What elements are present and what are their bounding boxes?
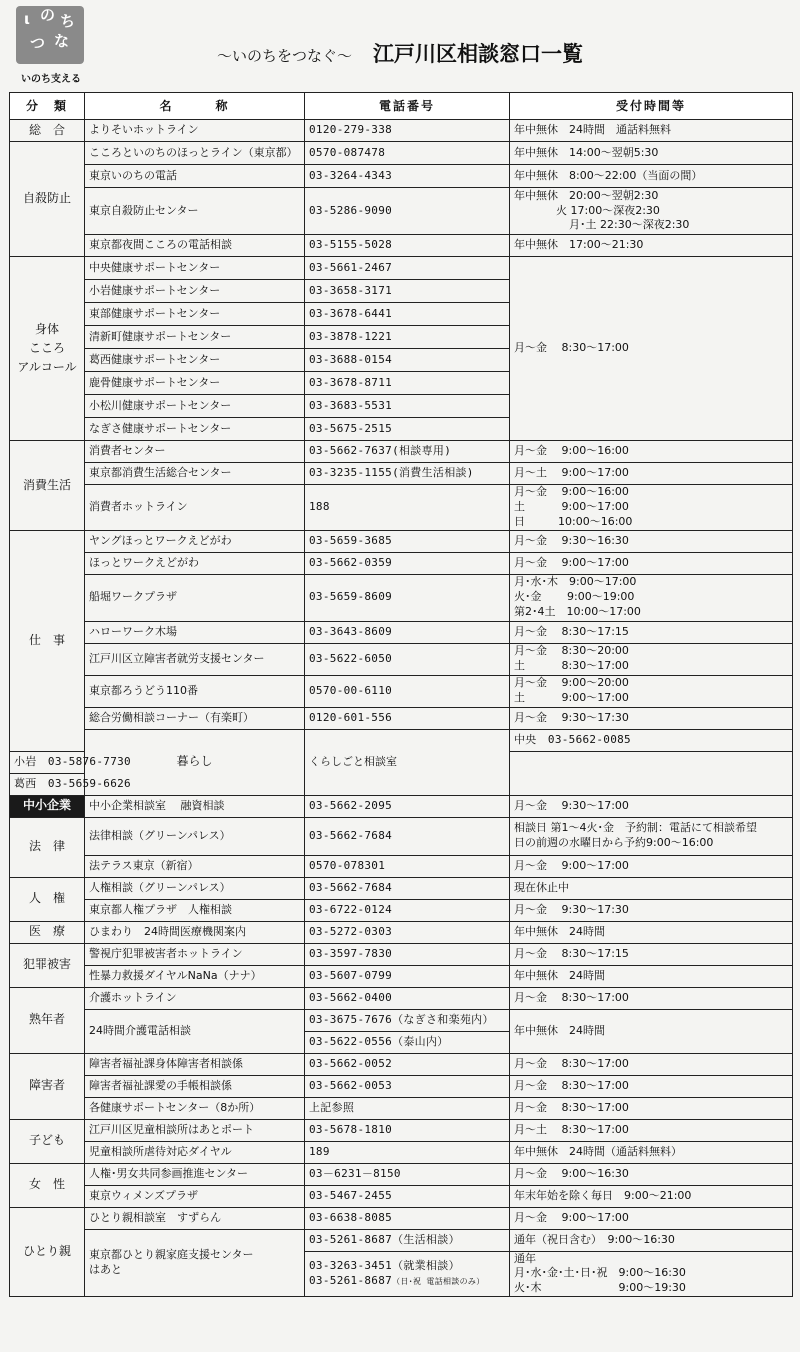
category-cell: 総 合 xyxy=(10,120,85,142)
hours-cell: 月～金 9:00～17:00 xyxy=(510,552,793,574)
name-cell: 江戸川区立障害者就労支援センター xyxy=(85,643,305,675)
name-cell: 消費者ホットライン xyxy=(85,485,305,531)
phone-cell[interactable]: 03-5272-0303 xyxy=(305,921,510,943)
table-row xyxy=(10,795,793,817)
name-cell: 東部健康サポートセンター xyxy=(85,303,305,326)
phone-cell[interactable]: 0120-601-556 xyxy=(305,707,510,729)
name-cell: 東京ウィメンズプラザ xyxy=(85,1185,305,1207)
category-cell: 暮らし xyxy=(85,729,305,795)
name-cell: 介護ホットライン xyxy=(85,987,305,1009)
category-cell: 法 律 xyxy=(10,817,85,877)
name-cell: 障害者福祉課愛の手帳相談係 xyxy=(85,1075,305,1097)
category-cell: 女 性 xyxy=(10,1163,85,1207)
phone-cell[interactable] xyxy=(305,1251,510,1297)
phone-cell[interactable]: 188 xyxy=(305,485,510,531)
name-cell: 24時間介護電話相談 xyxy=(85,1009,305,1053)
cell-line: 月～金 9:00～16:00 xyxy=(514,485,629,498)
hours-cell: 月～土 8:30～17:00 xyxy=(510,1119,793,1141)
name-cell: 鹿骨健康サポートセンター xyxy=(85,372,305,395)
hours-cell: 現在休止中 xyxy=(510,877,793,899)
category-cell: 自殺防止 xyxy=(10,142,85,257)
category-cell: 犯罪被害 xyxy=(10,943,85,987)
name-cell: 法テラス東京（新宿） xyxy=(85,855,305,877)
name-cell: 東京自殺防止センター xyxy=(85,188,305,235)
table-row xyxy=(10,1009,793,1031)
name-cell: ハローワーク木場 xyxy=(85,621,305,643)
hours-cell: 月～金 8:30～17:00 xyxy=(510,257,793,441)
hours-cell: 年中無休 24時間（通話料無料） xyxy=(510,1141,793,1163)
name-cell: 警視庁犯罪被害者ホットライン xyxy=(85,943,305,965)
cell-line: 月～金 9:00～20:00 xyxy=(514,676,629,690)
name-cell: ほっとワークえどがわ xyxy=(85,552,305,574)
cell-line: 東京都ひとり親家庭支援センター xyxy=(89,1247,254,1261)
phone-cell[interactable]: 03-5622-0556（泰山内） xyxy=(305,1031,510,1053)
cell-line: はあと xyxy=(89,1262,122,1276)
hours-cell: 月～金 9:30～17:30 xyxy=(510,899,793,921)
name-cell: 法律相談（グリーンパレス） xyxy=(85,817,305,855)
column-header-category: 分 類 xyxy=(10,93,85,120)
phone-cell[interactable]: 03-3264-4343 xyxy=(305,165,510,188)
hours-cell: 月～金 9:30～17:00 xyxy=(510,795,793,817)
cell-line: 月･水･金･土･日･祝 9:00～16:30 xyxy=(514,1266,686,1280)
table-row xyxy=(10,1075,793,1097)
hours-cell: 月～金 8:30～17:00 xyxy=(510,1075,793,1097)
cell-line: 土 8:30～17:00 xyxy=(514,659,629,673)
name-cell: 東京都人権プラザ 人権相談 xyxy=(85,899,305,921)
hours-cell: 通年（祝日含む） 9:00～16:30 xyxy=(510,1229,793,1251)
table-row xyxy=(10,899,793,921)
table-row xyxy=(10,1119,793,1141)
hours-cell: 年中無休 24時間 通話料無料 xyxy=(510,120,793,142)
phone-cell[interactable]: 葛西 03-5659-6626 xyxy=(10,773,85,795)
name-cell: 東京都消費生活総合センター xyxy=(85,463,305,485)
table-row xyxy=(10,188,793,235)
phone-note: （日･祝 電話相談のみ） xyxy=(392,1276,485,1286)
name-cell: 消費者センター xyxy=(85,441,305,463)
phone-cell[interactable]: 03-3678-8711 xyxy=(305,372,510,395)
name-cell: 中央健康サポートセンター xyxy=(85,257,305,280)
table-row xyxy=(10,235,793,257)
title-main: 江戸川区相談窓口一覧 xyxy=(373,42,583,66)
phone-cell[interactable]: 03-3675-7676（なぎさ和楽苑内） xyxy=(305,1009,510,1031)
cell-line: 火･木 9:00～19:30 xyxy=(514,1281,686,1295)
name-cell: 人権･男女共同参画推進センター xyxy=(85,1163,305,1185)
phone-cell[interactable]: 03-5662-7684 xyxy=(305,817,510,855)
table-body xyxy=(10,120,793,1297)
table-row xyxy=(10,463,793,485)
column-header-name: 名 称 xyxy=(85,93,305,120)
phone-cell[interactable]: 03-5155-5028 xyxy=(305,235,510,257)
phone-cell[interactable]: 03-3683-5531 xyxy=(305,395,510,418)
table-row xyxy=(10,965,793,987)
table-row xyxy=(10,485,793,531)
cell-line: 火 17:00～深夜2:30 xyxy=(556,203,660,217)
hours-cell: 年中無休 24時間 xyxy=(510,965,793,987)
phone-cell[interactable]: 03-5659-8609 xyxy=(305,574,510,621)
category-cell: 仕 事 xyxy=(10,530,85,751)
table-row xyxy=(10,165,793,188)
hours-cell: 月～金 9:30～17:30 xyxy=(510,707,793,729)
name-cell: ひとり親相談室 すずらん xyxy=(85,1207,305,1229)
consultation-table xyxy=(9,92,793,1297)
category-cell: ひとり親 xyxy=(10,1207,85,1297)
name-cell: ひまわり 24時間医療機関案内 xyxy=(85,921,305,943)
phone-cell[interactable]: 03-3678-6441 xyxy=(305,303,510,326)
name-cell: 東京都夜間こころの電話相談 xyxy=(85,235,305,257)
phone-cell[interactable]: 03-5261-8687（生活相談） xyxy=(305,1229,510,1251)
hours-cell xyxy=(510,1251,793,1297)
name-cell: 中小企業相談室 融資相談 xyxy=(85,795,305,817)
name-cell: 小松川健康サポートセンター xyxy=(85,395,305,418)
category-cell: 子ども xyxy=(10,1119,85,1163)
phone-cell[interactable]: 中央 03-5662-0085 xyxy=(510,729,793,751)
cell-line: 土 9:00～17:00 xyxy=(514,691,629,705)
logo-caption: いのち支える xyxy=(21,74,81,85)
name-cell: 小岩健康サポートセンター xyxy=(85,280,305,303)
hours-cell xyxy=(510,574,793,621)
name-cell: 総合労働相談コーナー（有楽町） xyxy=(85,707,305,729)
cell-line: 03-3263-3451（就業相談） xyxy=(309,1258,460,1272)
name-cell: よりそいホットライン xyxy=(85,120,305,142)
phone-cell[interactable]: 03-5659-3685 xyxy=(305,530,510,552)
table-row xyxy=(10,142,793,165)
name-cell: 障害者福祉課身体障害者相談係 xyxy=(85,1053,305,1075)
hours-cell xyxy=(510,643,793,675)
cell-line: 相談日 第1～4火･金 予約制：電話にて相談希望 xyxy=(514,821,757,835)
phone-cell[interactable]: 03-6638-8085 xyxy=(305,1207,510,1229)
hours-cell xyxy=(510,485,793,531)
phone-cell[interactable]: 189 xyxy=(305,1141,510,1163)
phone-cell[interactable]: 0570-078301 xyxy=(305,855,510,877)
title-prefix: ～いのちをつなぐ～ xyxy=(216,47,352,65)
table-row xyxy=(10,441,793,463)
table-row xyxy=(10,120,793,142)
category-cell: 人 権 xyxy=(10,877,85,921)
hours-cell: 月～金 9:00～16:00 xyxy=(510,441,793,463)
phone-cell[interactable]: 上記参照 xyxy=(305,1097,510,1119)
cell-line: 月･水･木 9:00～17:00 xyxy=(514,575,637,589)
hours-cell: 月～金 8:30～17:15 xyxy=(510,621,793,643)
phone-cell[interactable]: 03-5622-6050 xyxy=(305,643,510,675)
table-row xyxy=(10,552,793,574)
table-row xyxy=(10,1163,793,1185)
phone-cell[interactable]: 03-5467-2455 xyxy=(305,1185,510,1207)
phone-cell[interactable]: 小岩 03-5876-7730 xyxy=(10,751,85,773)
cell-line: 月･土 22:30～深夜2:30 xyxy=(569,218,690,232)
hours-cell: 年中無休 24時間 xyxy=(510,1009,793,1053)
page-title xyxy=(0,38,800,68)
table-row xyxy=(10,1141,793,1163)
phone-cell[interactable]: 0120-279-338 xyxy=(305,120,510,142)
hours-cell: 年中無休 8:00～22:00（当面の間） xyxy=(510,165,793,188)
name-cell: 各健康サポートセンター（8か所） xyxy=(85,1097,305,1119)
column-header-hours: 受付時間等 xyxy=(510,93,793,120)
phone-cell[interactable]: 03-5662-7637(相談専用) xyxy=(305,441,510,463)
cell-line: 年中無休 20:00～翌朝2:30 xyxy=(514,188,659,202)
table-row xyxy=(10,675,793,707)
hours-cell: 月～金 8:30～17:00 xyxy=(510,987,793,1009)
name-cell: 江戸川区児童相談所はあとポート xyxy=(85,1119,305,1141)
phone-cell[interactable]: 03-5662-0359 xyxy=(305,552,510,574)
phone-cell[interactable]: 0570-087478 xyxy=(305,142,510,165)
name-cell: 清新町健康サポートセンター xyxy=(85,326,305,349)
cell-line: 03-5261-8687（日･祝 電話相談のみ） xyxy=(309,1273,485,1287)
category-cell: 熟年者 xyxy=(10,987,85,1053)
hours-cell: 月～金 9:30～16:30 xyxy=(510,530,793,552)
phone-cell[interactable]: 03-5662-0052 xyxy=(305,1053,510,1075)
table-row xyxy=(10,1053,793,1075)
hours-cell: 年中無休 24時間 xyxy=(510,921,793,943)
name-cell xyxy=(85,1229,305,1297)
hours-cell xyxy=(510,817,793,855)
table-row xyxy=(10,877,793,899)
table-row xyxy=(10,1229,793,1251)
hours-cell: 月～金 8:30～17:15 xyxy=(510,943,793,965)
table-row xyxy=(10,943,793,965)
category-cell: 身体 こころ アルコール xyxy=(10,257,85,441)
table-row xyxy=(10,1185,793,1207)
table-row xyxy=(10,729,793,751)
hours-cell: 月～金 9:00～17:00 xyxy=(510,855,793,877)
phone-cell[interactable]: 03-3878-1221 xyxy=(305,326,510,349)
table-row xyxy=(10,1097,793,1119)
name-cell: こころといのちのほっとライン（東京都） xyxy=(85,142,305,165)
phone-cell[interactable]: 03-5662-7684 xyxy=(305,877,510,899)
hours-cell: 年末年始を除く毎日 9:00～21:00 xyxy=(510,1185,793,1207)
phone-cell[interactable]: 03-5662-0053 xyxy=(305,1075,510,1097)
phone-cell[interactable]: 03-3597-7830 xyxy=(305,943,510,965)
phone-cell[interactable]: 03-5675-2515 xyxy=(305,418,510,441)
hours-cell: 年中無休 14:00～翌朝5:30 xyxy=(510,142,793,165)
phone-cell[interactable]: 03-5286-9090 xyxy=(305,188,510,235)
phone-cell[interactable]: 03-5607-0799 xyxy=(305,965,510,987)
name-cell: 船堀ワークプラザ xyxy=(85,574,305,621)
column-header-phone: 電話番号 xyxy=(305,93,510,120)
cell-line: 日の前週の水曜日から予約9:00～16:00 xyxy=(514,836,714,850)
phone-cell[interactable]: 03-3688-0154 xyxy=(305,349,510,372)
hours-cell: 月～金 8:30～17:00 xyxy=(510,1053,793,1075)
phone-cell[interactable]: 03-5661-2467 xyxy=(305,257,510,280)
table-header-row xyxy=(10,93,793,120)
phone-cell[interactable]: 03－6231－8150 xyxy=(305,1163,510,1185)
cell-line: 火･金 9:00～19:00 xyxy=(514,590,635,604)
cell-line: 通年 xyxy=(514,1251,536,1265)
category-cell: 障害者 xyxy=(10,1053,85,1119)
table-row xyxy=(10,921,793,943)
name-cell: 人権相談（グリーンパレス） xyxy=(85,877,305,899)
table-row xyxy=(10,621,793,643)
hours-cell xyxy=(510,675,793,707)
name-cell: 東京いのちの電話 xyxy=(85,165,305,188)
category-cell: 医 療 xyxy=(10,921,85,943)
name-cell: なぎさ健康サポートセンター xyxy=(85,418,305,441)
phone-cell[interactable]: 03-3658-3171 xyxy=(305,280,510,303)
logo-mark: ι の ち つ な xyxy=(16,6,84,64)
phone-cell[interactable]: 03-5662-2095 xyxy=(305,795,510,817)
name-cell: くらしごと相談室 xyxy=(305,729,510,795)
cell-line: 土 9:00～17:00 xyxy=(514,499,629,513)
name-cell: 東京都ろうどう110番 xyxy=(85,675,305,707)
hours-cell: 月～金 9:00～16:30 xyxy=(510,1163,793,1185)
phone-cell[interactable]: 03-5678-1810 xyxy=(305,1119,510,1141)
name-cell: 性暴力救援ダイヤルNaNa（ナナ） xyxy=(85,965,305,987)
cell-line: 月～金 8:30～20:00 xyxy=(514,644,629,658)
hours-cell: 月～土 9:00～17:00 xyxy=(510,463,793,485)
table-row xyxy=(10,643,793,675)
table-row xyxy=(10,987,793,1009)
phone-cell[interactable]: 0570-00-6110 xyxy=(305,675,510,707)
name-cell: 葛西健康サポートセンター xyxy=(85,349,305,372)
category-cell: 中小企業 xyxy=(10,795,85,817)
hours-cell xyxy=(510,188,793,235)
phone-cell[interactable]: 03-5662-0400 xyxy=(305,987,510,1009)
hours-cell: 年中無休 17:00～21:30 xyxy=(510,235,793,257)
table-row xyxy=(10,530,793,552)
table-row xyxy=(10,574,793,621)
name-cell: ヤングほっとワークえどがわ xyxy=(85,530,305,552)
cell-line: 日 10:00～16:00 xyxy=(514,514,633,528)
table-row xyxy=(10,817,793,855)
table-row xyxy=(10,855,793,877)
table-row xyxy=(10,707,793,729)
phone-cell[interactable]: 03-6722-0124 xyxy=(305,899,510,921)
phone-cell[interactable]: 03-3643-8609 xyxy=(305,621,510,643)
table-row xyxy=(10,257,793,280)
name-cell: 児童相談所虐待対応ダイヤル xyxy=(85,1141,305,1163)
table-row xyxy=(10,1207,793,1229)
category-cell: 消費生活 xyxy=(10,441,85,531)
hours-cell: 月～金 9:00～17:00 xyxy=(510,1207,793,1229)
cell-line: 第2･4土 10:00～17:00 xyxy=(514,604,641,618)
phone-cell[interactable]: 03-3235-1155(消費生活相談) xyxy=(305,463,510,485)
hours-cell: 月～金 8:30～17:00 xyxy=(510,1097,793,1119)
